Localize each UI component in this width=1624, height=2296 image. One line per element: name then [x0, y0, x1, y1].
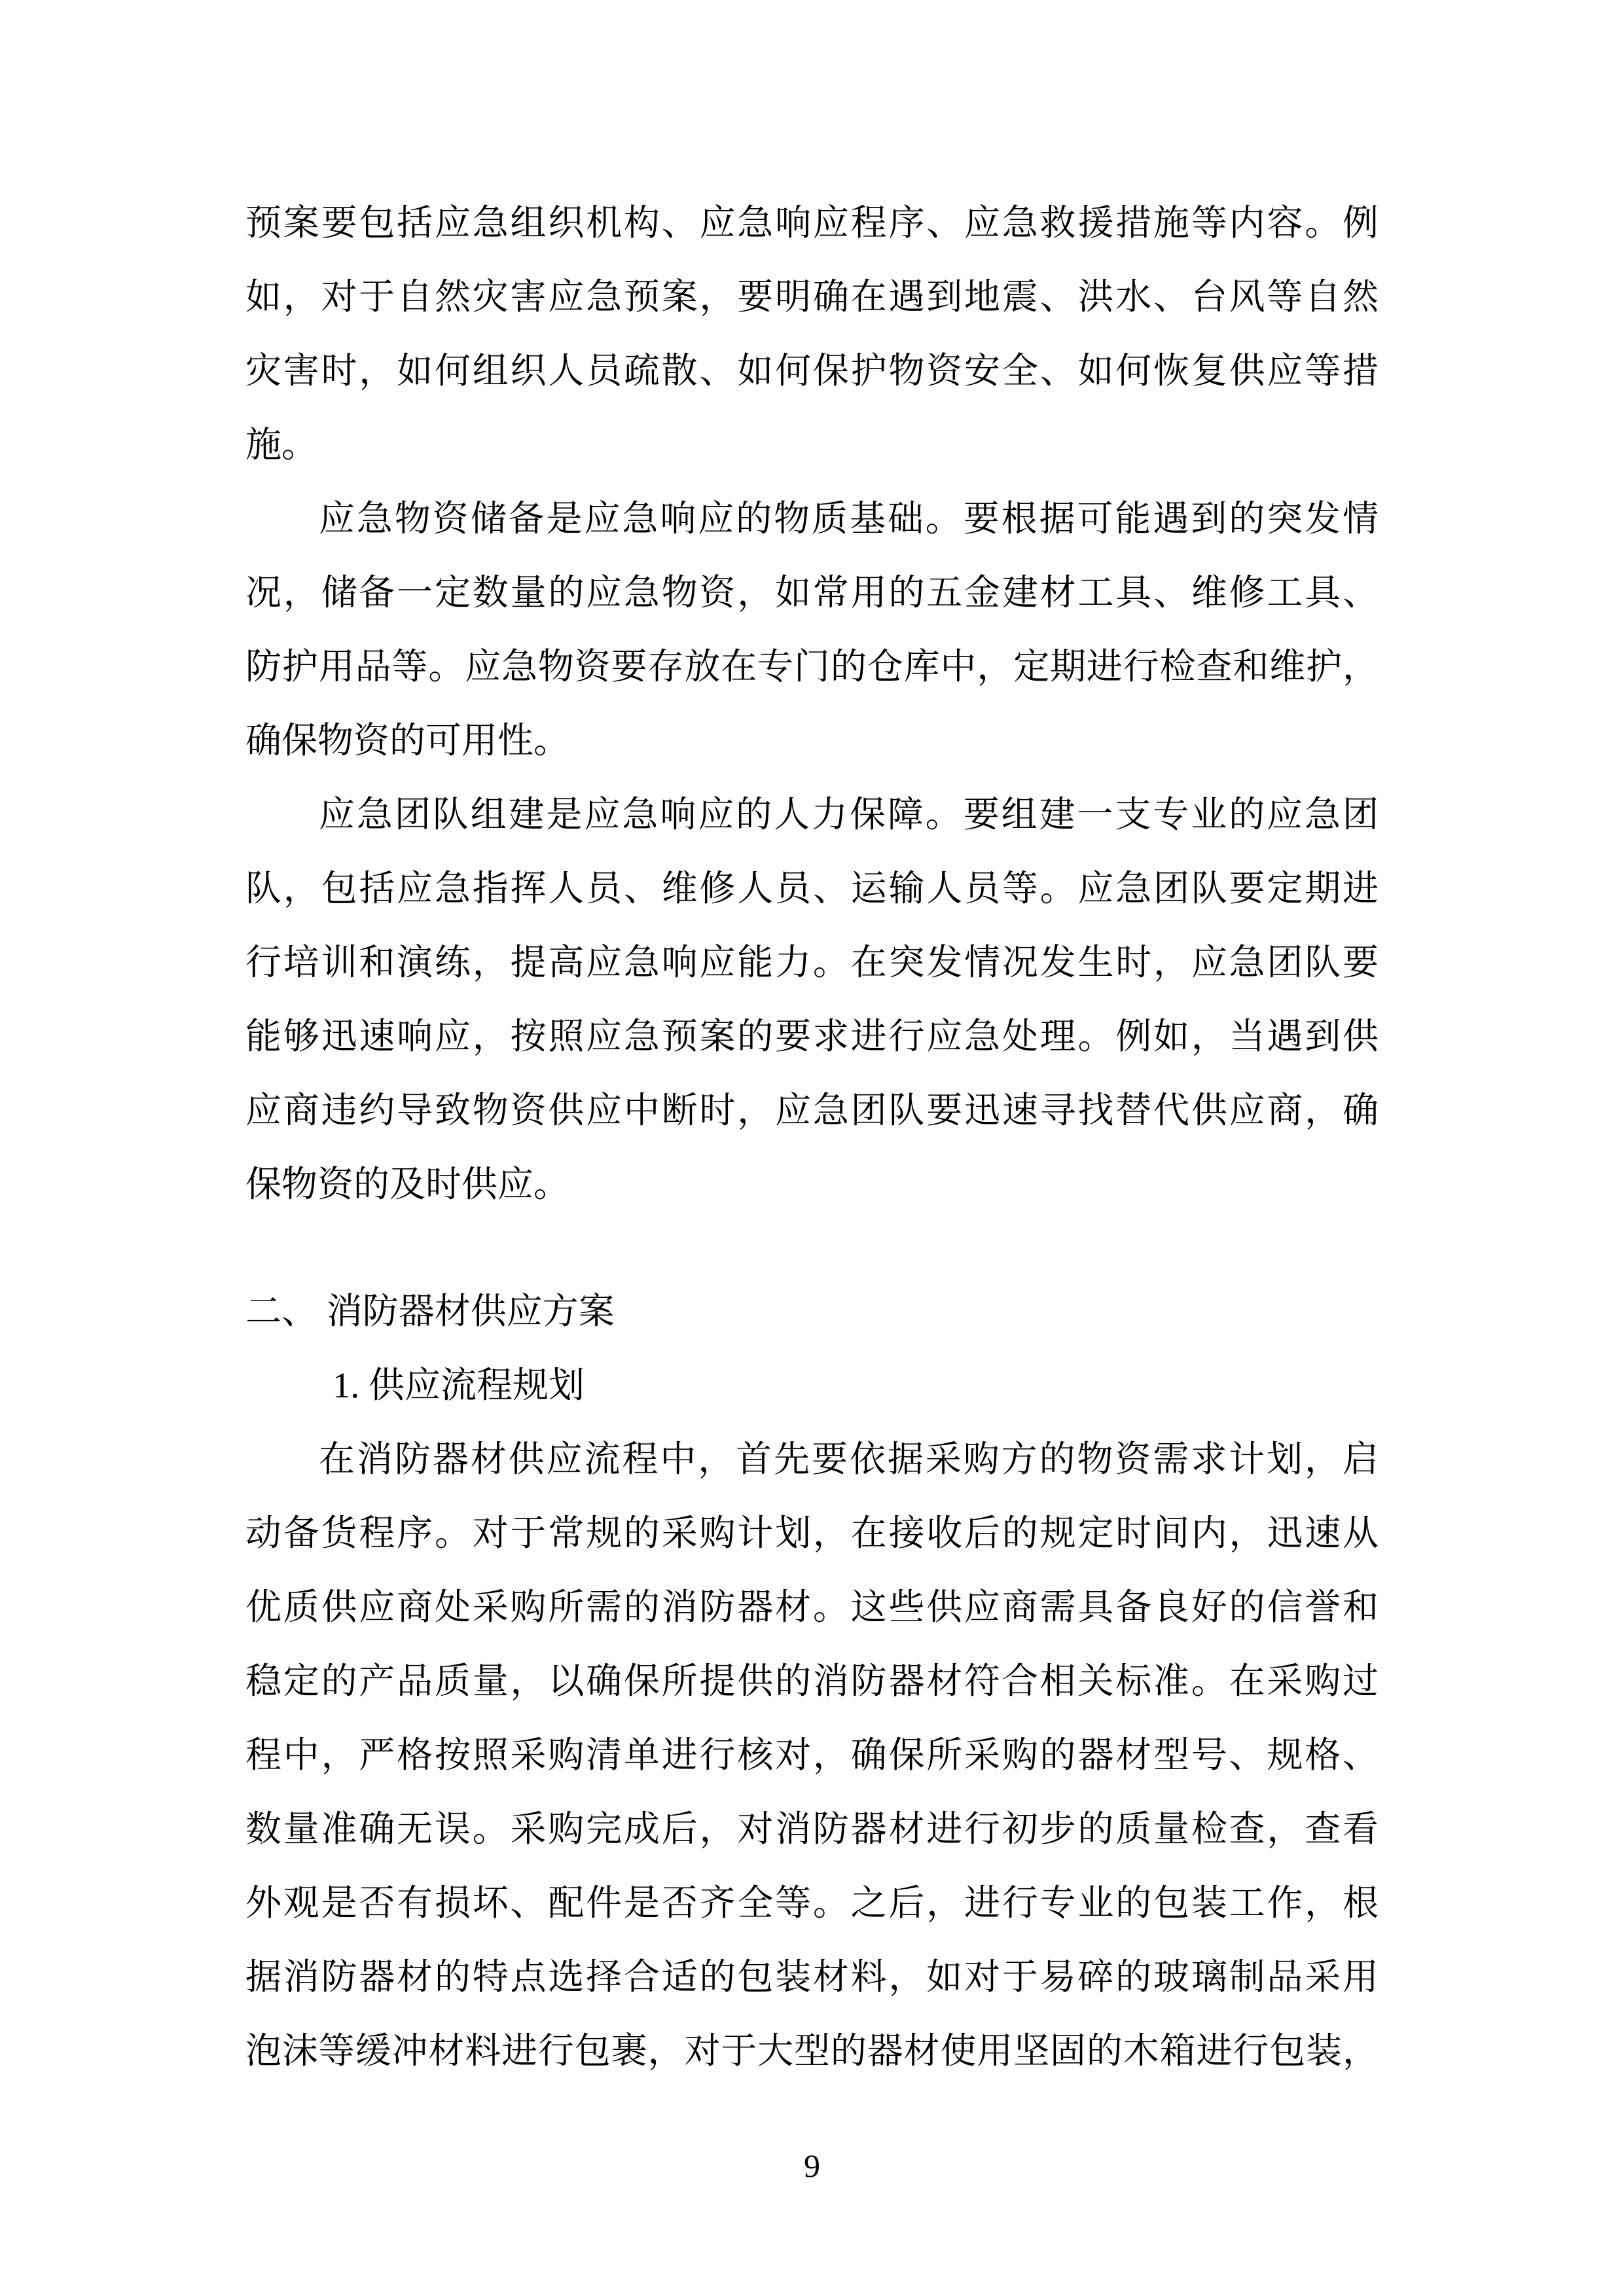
text-line: 应急团队组建是应急响应的人力保障。要组建一支专业的应急团 — [319, 795, 1379, 834]
text-line: 况，储备一定数量的应急物资，如常用的五金建材工具、维修工具、 — [245, 573, 1379, 613]
text-line: 确保物资的可用性。 — [245, 721, 570, 761]
text-line: 数量准确无误。采购完成后，对消防器材进行初步的质量检查，查看 — [245, 1809, 1379, 1849]
text-line: 保物资的及时供应。 — [245, 1164, 570, 1204]
text-line: 外观是否有损坏、配件是否齐全等。之后，进行专业的包装工作，根 — [245, 1883, 1379, 1923]
text-line: 队，包括应急指挥人员、维修人员、运输人员等。应急团队要定期进 — [245, 869, 1379, 908]
text-line: 在消防器材供应流程中，首先要依据采购方的物资需求计划，启 — [319, 1439, 1379, 1479]
text-line: 据消防器材的特点选择合适的包装材料，如对于易碎的玻璃制品采用 — [245, 1957, 1379, 1997]
text-line: 预案要包括应急组织机构、应急响应程序、应急救援措施等内容。例 — [245, 203, 1379, 243]
text-line: 灾害时，如何组织人员疏散、如何保护物资安全、如何恢复供应等措 — [245, 351, 1379, 391]
text-line: 稳定的产品质量，以确保所提供的消防器材符合相关标准。在采购过 — [245, 1661, 1379, 1701]
text-line: 泡沫等缓冲材料进行包裹，对于大型的器材使用坚固的木箱进行包装， — [245, 2031, 1379, 2071]
text-line: 如，对于自然灾害应急预案，要明确在遇到地震、洪水、台风等自然 — [245, 277, 1379, 317]
page-footer — [0, 2149, 1624, 2182]
text-line: 优质供应商处采购所需的消防器材。这些供应商需具备良好的信誉和 — [245, 1587, 1379, 1627]
subsection-heading: 1. 供应流程规划 — [333, 1365, 585, 1405]
page-number: 9 — [804, 2147, 820, 2184]
text-line: 施。 — [245, 425, 318, 465]
text-line: 能够迅速响应，按照应急预案的要求进行应急处理。例如，当遇到供 — [245, 1016, 1379, 1056]
document-body — [245, 186, 1379, 2088]
text-line: 程中，严格按照采购清单进行核对，确保所采购的器材型号、规格、 — [245, 1735, 1379, 1775]
text-line: 防护用品等。应急物资要存放在专门的仓库中，定期进行检查和维护， — [245, 647, 1379, 687]
text-line: 应急物资储备是应急响应的物质基础。要根据可能遇到的突发情 — [319, 499, 1379, 539]
section-heading: 二、 消防器材供应方案 — [245, 1291, 615, 1331]
text-line: 应商违约导致物资供应中断时，应急团队要迅速寻找替代供应商，确 — [245, 1090, 1379, 1130]
text-line: 行培训和演练，提高应急响应能力。在突发情况发生时，应急团队要 — [245, 942, 1379, 982]
text-line: 动备货程序。对于常规的采购计划，在接收后的规定时间内，迅速从 — [245, 1513, 1379, 1553]
